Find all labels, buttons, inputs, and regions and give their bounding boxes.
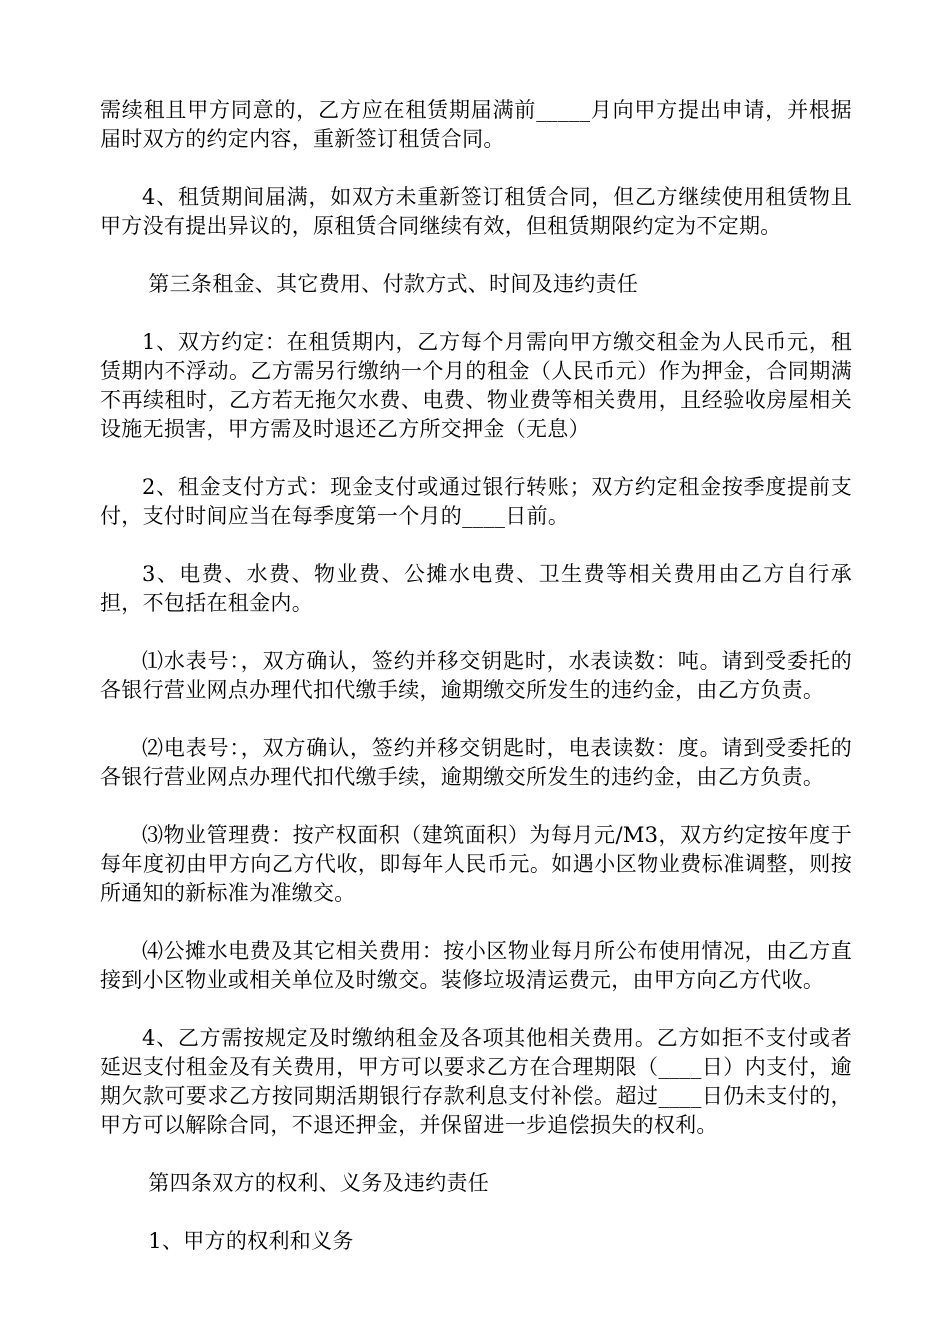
paragraph-property-fee: ⑶物业管理费：按产权面积（建筑面积）为每月元/M3，双方约定按年度于每年度初由甲方向乙方代收，即每年人民币元。如遇小区物业费标准调整，则按所通知的新标准为准缴交。 bbox=[100, 823, 852, 905]
paragraph-payment-method: 2、租金支付方式：现金支付或通过银行转账；双方约定租金按季度提前支付，支付时间应当在每季度第一个月的____日前。 bbox=[100, 475, 852, 528]
paragraph-late-payment: 4、乙方需按规定及时缴纳租金及各项其他相关费用。乙方如拒不支付或者延迟支付租金及有关费用，甲方可以要求乙方在合理期限（____日）内支付，逾期欠款可要求乙方按同期活期银行存款利息支付补偿。超过____日仍未支付的，甲方可以解除合同，不退还押金，并保留进一步追偿损失的权利。 bbox=[100, 1026, 852, 1137]
paragraph-renewal-application: 需续租且甲方同意的，乙方应在租赁期届满前_____月向甲方提出申请，并根据届时双方的约定内容，重新签订租赁合同。 bbox=[100, 98, 852, 151]
section-heading-article-3: 第三条租金、其它费用、付款方式、时间及违约责任 bbox=[148, 272, 639, 296]
section-heading-article-4: 第四条双方的权利、义务及违约责任 bbox=[148, 1171, 490, 1195]
paragraph-electric-meter: ⑵电表号：，双方确认，签约并移交钥匙时，电表读数：度。请到受委托的各银行营业网点办理代扣代缴手续，逾期缴交所发生的违约金，由乙方负责。 bbox=[100, 736, 852, 789]
paragraph-utility-fees: 3、电费、水费、物业费、公摊水电费、卫生费等相关费用由乙方自行承担，不包括在租金内。 bbox=[100, 562, 852, 615]
document-page bbox=[100, 96, 852, 1285]
paragraph-water-meter: ⑴水表号：，双方确认，签约并移交钥匙时，水表读数：吨。请到受委托的各银行营业网点办理代扣代缴手续，逾期缴交所发生的违约金，由乙方负责。 bbox=[100, 649, 852, 702]
paragraph-shared-utilities: ⑷公摊水电费及其它相关费用：按小区物业每月所公布使用情况，由乙方直接到小区物业或相关单位及时缴交。装修垃圾清运费元，由甲方向乙方代收。 bbox=[100, 939, 852, 992]
paragraph-lease-expiry: 4、租赁期间届满，如双方未重新签订租赁合同，但乙方继续使用租赁物且甲方没有提出异议的，原租赁合同继续有效，但租赁期限约定为不定期。 bbox=[100, 185, 852, 238]
subsection-heading-party-a: 1、甲方的权利和义务 bbox=[148, 1229, 354, 1253]
paragraph-rent-agreement: 1、双方约定：在租赁期内，乙方每个月需向甲方缴交租金为人民币元，租赁期内不浮动。乙方需另行缴纳一个月的租金（人民币元）作为押金，合同期满不再续租时，乙方若无拖欠水费、电费、物业费等相关费用，且经验收房屋相关设施无损害，甲方需及时退还乙方所交押金（无息） bbox=[100, 330, 852, 441]
